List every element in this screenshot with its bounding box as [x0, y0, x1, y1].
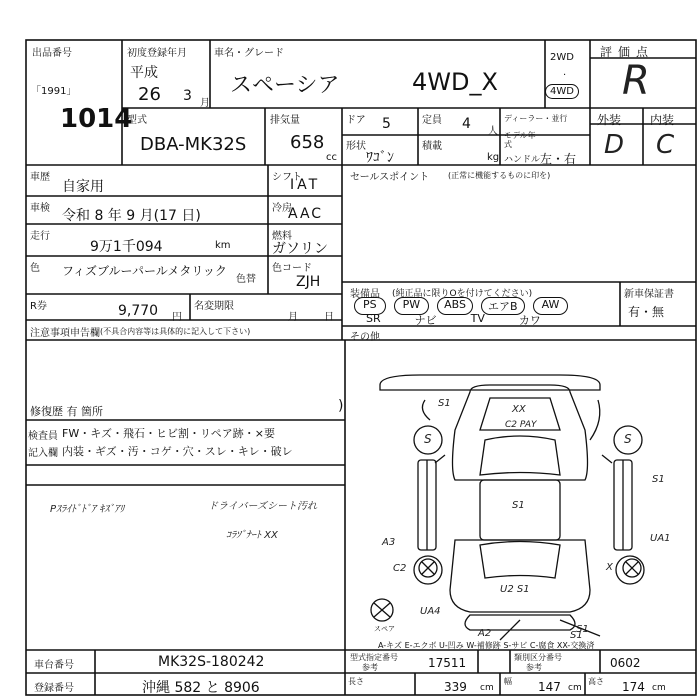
spare-label: スペア	[374, 625, 395, 633]
km-unit: km	[215, 240, 231, 251]
rating-value: R	[622, 58, 650, 104]
lot-code: ｢1991｣	[36, 86, 72, 97]
inspector-label: 検査員	[28, 431, 58, 442]
reg-label: 初度登録年月	[127, 48, 187, 59]
type-no-label: 型式指定番号	[350, 653, 398, 662]
mark-a2: A2	[478, 628, 492, 639]
name-label: 車名・グレード	[214, 48, 284, 59]
length: 339	[444, 680, 467, 694]
door-label: ドア	[346, 115, 366, 126]
mark-s1-right: S1	[652, 474, 665, 485]
rating-label: 評価点	[600, 45, 655, 59]
shape-label: 形状	[346, 141, 366, 152]
warranty-label: 新車保証書	[624, 289, 674, 300]
length-unit: cm	[480, 683, 494, 693]
hand-note-right2: ｺﾗｿﾞﾅｰﾄ XX	[226, 530, 278, 541]
name-change-label: 名変期限	[194, 301, 234, 312]
cap-unit: 人	[488, 126, 498, 137]
mark-s1-top: S1	[438, 398, 451, 409]
class-no: 0602	[610, 656, 641, 670]
width: 147	[538, 680, 561, 694]
drive-2wd: 2WD	[550, 52, 574, 63]
color-code-label: 色コード	[272, 263, 312, 274]
plate: 沖縄 582 と 8906	[142, 680, 260, 696]
history-label: 車歴	[30, 172, 50, 183]
drive-dot: ·	[563, 70, 567, 81]
day-char: 日	[324, 312, 334, 323]
plate-label: 登録番号	[34, 683, 74, 694]
lot-label: 出品番号	[32, 48, 72, 59]
type-no: 17511	[428, 656, 467, 670]
shift-label: シフト	[272, 172, 302, 183]
equip-note: (純正品に限りOを付けてください)	[392, 289, 533, 299]
class-label: 類別区分番号	[514, 653, 562, 662]
doors: 5	[382, 116, 391, 132]
era: 平成	[130, 65, 158, 81]
handle-label: ハンドル	[504, 155, 541, 165]
equip-airbag: エアB	[481, 297, 525, 315]
width-label: 幅	[504, 677, 512, 686]
height-label: 高さ	[588, 677, 604, 686]
color-code: ZJH	[296, 274, 321, 290]
recycle: 9,770	[118, 303, 159, 319]
equip-leather: カワ	[518, 314, 541, 327]
mark-ua4: UA4	[420, 606, 441, 617]
color-change-label: 色替	[236, 274, 256, 285]
model-year-label: モデル年式	[504, 131, 536, 149]
height-unit: cm	[652, 683, 666, 693]
equip-pw: PW	[394, 297, 430, 315]
width-unit: cm	[568, 683, 582, 693]
inspection: 令和 8 年 9 月(17 日)	[62, 208, 201, 224]
repair-bracket: )	[338, 398, 344, 414]
mark-c2-pay: C2 PAY	[505, 420, 537, 430]
sales-label: セールスポイント	[350, 172, 430, 183]
inspection-label: 車検	[30, 203, 50, 214]
shift: IAT	[290, 177, 321, 193]
hand-note-left: Pｽﾗｲﾄﾞﾄﾞｱ ｷｽﾞｱﾘ	[50, 504, 125, 515]
equip-ps: PS	[354, 297, 386, 315]
caution-note: (不具合内容等は具体的に記入して下さい)	[100, 327, 251, 336]
shape: ﾜｺﾞﾝ	[366, 150, 394, 166]
mark-s-right: S	[624, 432, 632, 446]
mark-xx: XX	[512, 404, 526, 415]
kg-unit: kg	[487, 152, 500, 163]
mark-a3: A3	[382, 537, 396, 548]
ac: AAC	[288, 206, 324, 222]
equip-aw: AW	[533, 297, 569, 315]
reg-year: 26	[138, 84, 161, 105]
ext-label: 外装	[597, 113, 622, 127]
height: 174	[622, 680, 645, 694]
displacement: 658	[290, 132, 325, 153]
remarks-line2: 内装・ギズ・汚・コゲ・穴・スレ・キレ・破レ	[62, 445, 293, 458]
ref-label-2: 参考	[526, 663, 542, 672]
mark-ua1: UA1	[650, 533, 671, 544]
other-label: その他	[350, 332, 380, 343]
equip-label: 装備品	[350, 289, 380, 300]
mark-s-left: S	[424, 432, 432, 446]
color-label: 色	[30, 263, 40, 274]
int-label: 内装	[650, 113, 675, 127]
sales-note: (正常に機能するものに印を)	[448, 171, 551, 180]
cc-unit: cc	[326, 152, 337, 163]
mark-s1-rear: S1	[576, 624, 589, 635]
month-char: 月	[288, 312, 298, 323]
color: フィズブルーパールメタリック	[62, 264, 227, 278]
equip-tv: TV	[470, 312, 485, 325]
grade: 4WD_X	[412, 68, 498, 96]
remarks-line1: FW・キズ・飛石・ヒビ割・リペア跡・×要	[62, 427, 275, 440]
lot-number: 1014	[60, 104, 133, 134]
hand-note-right1: ドライバーズシート汚れ	[208, 501, 317, 512]
chassis: MK32S-180242	[158, 654, 265, 670]
cap-label: 定員	[422, 115, 442, 126]
reg-month: 3	[183, 88, 192, 104]
recycle-label: R券	[30, 301, 47, 312]
equip-abs: ABS	[437, 297, 473, 315]
mark-x: X	[606, 562, 613, 573]
fuel-label: 燃料	[272, 231, 292, 242]
caution-label: 注意事項申告欄	[30, 328, 100, 339]
mileage: 9万1千094	[90, 239, 163, 255]
model-label: 型式	[127, 115, 147, 126]
equip-sr: SR	[366, 312, 381, 325]
handle: 左・右	[540, 152, 577, 166]
mark-s1-roof: S1	[512, 500, 525, 511]
dealer-label: ディーラー・並行	[504, 114, 568, 123]
remarks-label: 記入欄	[28, 448, 58, 459]
car-name: スペーシア	[230, 73, 340, 98]
damage-legend: A-キズ E-エクボ U-凹み W-補修跡 S-サビ C-腐食 XX-交換済	[378, 641, 595, 650]
equip-navi: ナビ	[414, 314, 437, 327]
int-grade: C	[656, 130, 675, 160]
repair-history: 修復歴 有 箇所	[30, 405, 103, 418]
mark-u2-s1: U2 S1	[500, 584, 530, 595]
disp-label: 排気量	[270, 115, 300, 126]
yen-unit: 円	[172, 312, 182, 323]
fuel: ガソリン	[272, 241, 328, 257]
mileage-label: 走行	[30, 231, 50, 242]
capacity: 4	[462, 116, 471, 132]
ac-label: 冷房	[272, 203, 292, 214]
length-label: 長さ	[348, 677, 364, 686]
mark-s1-bottom: S1	[570, 630, 583, 641]
warranty-value: 有・無	[628, 305, 665, 319]
history: 自家用	[62, 179, 104, 195]
model: DBA-MK32S	[140, 134, 247, 155]
month-unit: 月	[200, 98, 210, 109]
ref-label-1: 参考	[362, 663, 378, 672]
ext-grade: D	[604, 130, 625, 160]
load-label: 積載	[422, 141, 442, 152]
mark-c2: C2	[393, 563, 407, 574]
chassis-label: 車台番号	[34, 660, 74, 671]
drive-4wd: 4WD	[545, 84, 579, 99]
